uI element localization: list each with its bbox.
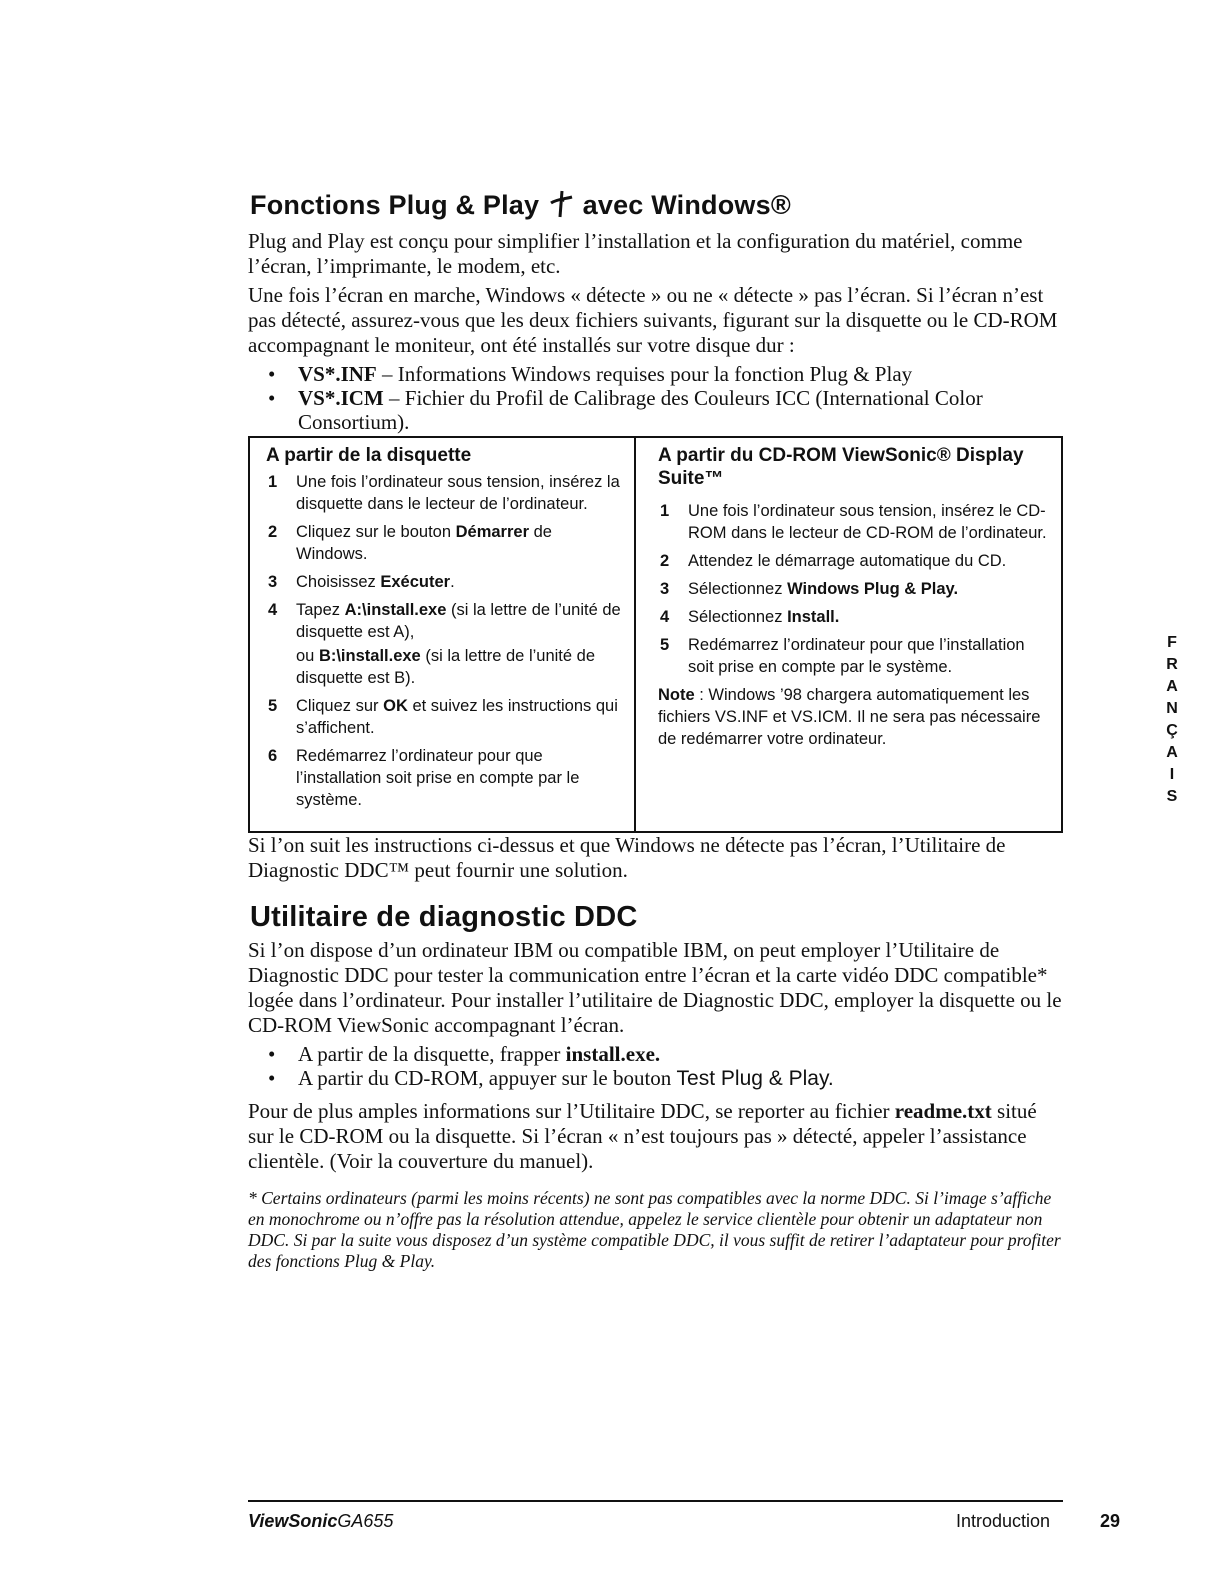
intro-paragraph: Plug and Play est conçu pour simplifier l’installation et la configuration du matériel, comme l’écran, l’imprimante, le modem, etc. (248, 229, 1023, 278)
note-text: : Windows ’98 chargera automatiquement les fichiers VS.INF et VS.ICM. Il ne sera pas nécessaire de redémarrer votre ordinateur. (658, 686, 1041, 748)
step-item: 5 Redémarrez l’ordinateur pour que l’installation soit prise en compte par le système. (660, 636, 1025, 676)
side-tab-letter: N (1166, 700, 1178, 717)
plug-and-play-icon (549, 190, 573, 225)
section-title-ddc: Utilitaire de diagnostic DDC (250, 901, 638, 933)
list-item: • VS*.ICM – Fichier du Profil de Calibrage des Couleurs ICC (International Color Consortium). (268, 386, 983, 434)
floppy-column (250, 438, 636, 831)
cdrom-column (636, 438, 1061, 831)
ddc-paragraph: Si l’on dispose d’un ordinateur IBM ou compatible IBM, on peut employer l’Utilitaire de Diagnostic DDC pour tester la communication entre l’écran et la carte vidéo DDC compatible* logée dans l’ordinateur. Pour installer l’utilitaire de Diagnostic DDC, employer la disquette ou le CD-ROM ViewSonic accompagnant l’écran. (248, 938, 1062, 1037)
side-tab-letter: S (1166, 788, 1178, 805)
required-files-list (248, 362, 1063, 434)
step-item: 1 Une fois l’ordinateur sous tension, insérez la disquette dans le lecteur de l’ordinateur. (268, 473, 620, 513)
floppy-column-title: A partir de la disquette (266, 445, 472, 466)
step-item: 6 Redémarrez l’ordinateur pour que l’installation soit prise en compte par le système. (268, 747, 580, 809)
side-tab-letter: A (1166, 744, 1178, 761)
section-title-plug-and-play (250, 190, 1063, 225)
note-label: Note (658, 686, 695, 704)
page-footer (248, 1511, 1120, 1535)
step-item: 3 Choisissez Exécuter. (268, 573, 455, 591)
side-tab-letter: R (1166, 656, 1178, 673)
step-item: 4 Tapez A:\install.exe (si la lettre de l’unité de disquette est A), ou B:\install.exe (si la lettre de l’unité de disquette est B). (268, 601, 621, 687)
side-tab-letter: Ç (1166, 722, 1178, 739)
step-item: 1 Une fois l’ordinateur sous tension, insérez le CD-ROM dans le lecteur de CD-ROM de l’ordinateur. (660, 502, 1047, 542)
footnote: * Certains ordinateurs (parmi les moins récents) ne sont pas compatibles avec la norme DDC. Si l’image s’affiche en monochrome ou n’offre pas la résolution attendue, appelez le service clientèle pour obtenir un adaptateur non DDC. Si par la suite vous disposez d’un système compatible DDC, il vous suffit de retirer l’adaptateur pour profiter des fonctions Plug & Play. (248, 1188, 1061, 1271)
install-instructions-table (248, 436, 1063, 833)
side-tab-letter: A (1166, 678, 1178, 695)
step-item: 5 Cliquez sur OK et suivez les instructions qui s’affichent. (268, 697, 618, 737)
page-number: 29 (1099, 1511, 1120, 1531)
windows98-note (658, 684, 1051, 750)
side-tab-letter: I (1169, 766, 1175, 783)
cdrom-column-title: A partir du CD-ROM ViewSonic® Display Suite™ (658, 445, 1024, 489)
step-item: 4 Sélectionnez Install. (660, 608, 840, 626)
list-item: • VS*.INF – Informations Windows requises pour la fonction Plug & Play (268, 362, 913, 386)
cdrom-steps (658, 500, 1051, 678)
step-item: 3 Sélectionnez Windows Plug & Play. (660, 580, 959, 598)
title-part-2: avec Windows® (582, 190, 791, 220)
list-item: • A partir du CD-ROM, appuyer sur le bouton Test Plug & Play. (268, 1066, 834, 1090)
step-item: 2 Cliquez sur le bouton Démarrer de Windows. (268, 523, 552, 563)
ddc-intro-paragraph: Si l’on suit les instructions ci-dessus et que Windows ne détecte pas l’écran, l’Utilitaire de Diagnostic DDC™ peut fournir une solution. (248, 833, 1006, 882)
floppy-steps (266, 471, 626, 811)
readme-paragraph: Pour de plus amples informations sur l’Utilitaire DDC, se reporter au fichier readme.txt situé sur le CD-ROM ou la disquette. Si l’écran « n’est toujours pas » détecté, appeler l’assistance clientèle. (Voir la couverture du manuel). (248, 1099, 1037, 1173)
detection-paragraph: Une fois l’écran en marche, Windows « détecte » ou ne « détecte » pas l’écran. Si l’écran n’est pas détecté, assurez-vous que les deux fichiers suivants, figurant sur la disquette ou le CD-ROM accompagnant le moniteur, ont été installés sur votre disque dur : (248, 283, 1058, 357)
footer-brand: ViewSonicGA655 (248, 1511, 394, 1531)
side-tab-letter: F (1167, 634, 1177, 651)
step-item: 2 Attendez le démarrage automatique du CD. (660, 552, 1007, 570)
title-part-1: Fonctions Plug & Play (250, 190, 540, 220)
language-tab-francais (1160, 632, 1184, 808)
page-content (248, 190, 1063, 1272)
footer-section: Introduction (956, 1511, 1051, 1531)
footer-rule (248, 1500, 1063, 1502)
list-item: • A partir de la disquette, frapper install.exe. (268, 1042, 661, 1066)
ddc-install-list (248, 1042, 1063, 1091)
